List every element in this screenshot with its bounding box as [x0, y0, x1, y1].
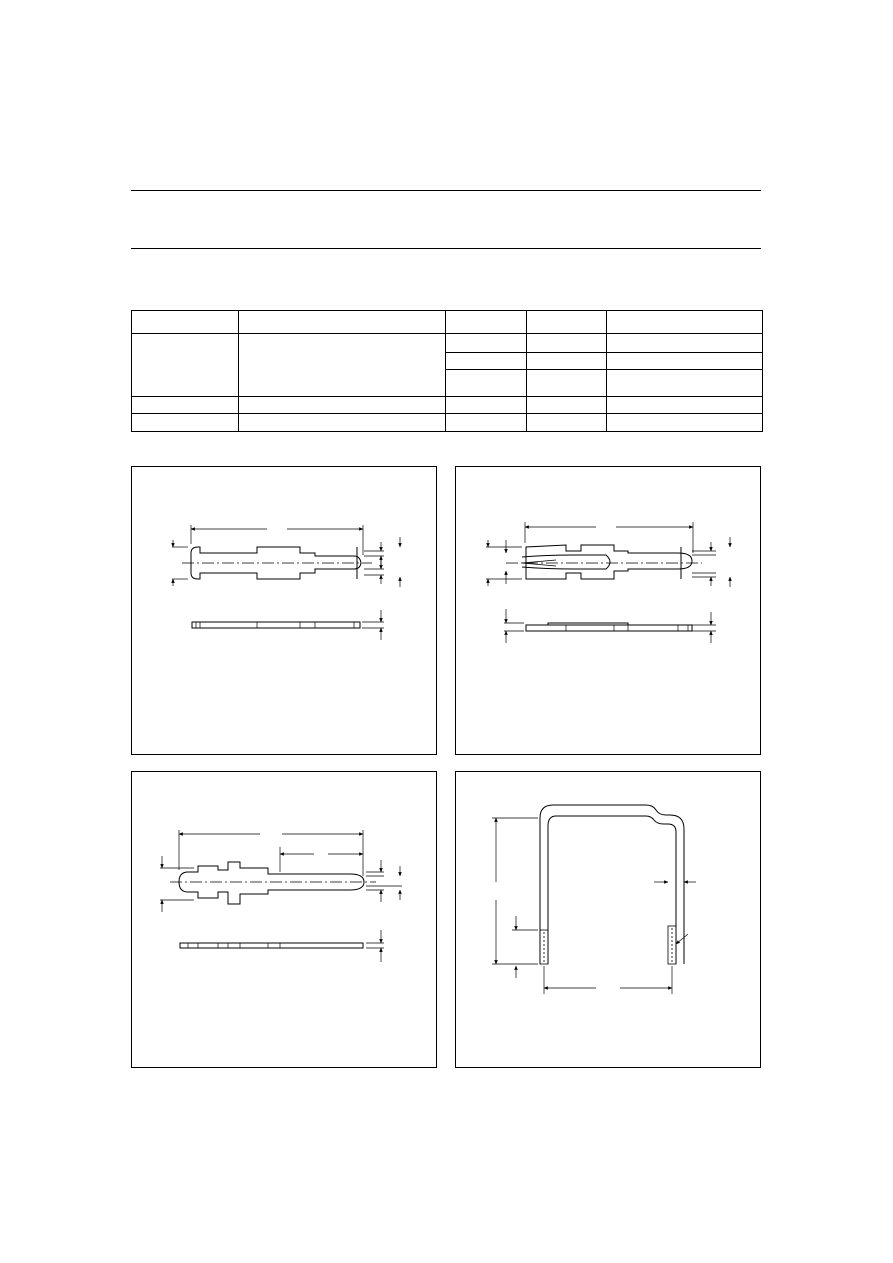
table-cell [607, 370, 763, 397]
table-row [132, 414, 763, 432]
table-cell [446, 370, 527, 397]
terminal-drawing-3 [132, 772, 436, 1067]
table-cell [607, 414, 763, 432]
table-cell [132, 397, 239, 414]
table-cell [239, 414, 446, 432]
table-cell [527, 397, 607, 414]
terminal-outline [191, 547, 361, 579]
table-row [132, 397, 763, 414]
spec-table [131, 310, 763, 432]
terminal-drawing-1 [132, 467, 436, 754]
figure-panel-2 [455, 466, 761, 755]
table-cell [446, 397, 527, 414]
table-cell [239, 334, 446, 397]
table-cell [527, 334, 607, 353]
header-rule-top [131, 190, 761, 191]
wire-outline [540, 805, 684, 964]
wire-link-drawing [456, 772, 760, 1067]
table-cell [607, 334, 763, 353]
terminal-drawing-2 [456, 467, 760, 754]
table-cell [607, 311, 763, 334]
header-rule-bottom [131, 248, 761, 249]
table-cell [527, 311, 607, 334]
terminal-side-view [526, 625, 692, 631]
table-cell [607, 353, 763, 370]
terminal-outline [179, 862, 364, 904]
table-cell [446, 334, 527, 353]
table-cell [446, 353, 527, 370]
table-cell [132, 311, 239, 334]
table-cell [607, 397, 763, 414]
table-cell [527, 370, 607, 397]
table-cell [132, 334, 239, 397]
table-cell [239, 397, 446, 414]
wire-end-left [540, 930, 548, 964]
table-cell [132, 414, 239, 432]
table-row [132, 311, 763, 334]
table-cell [527, 353, 607, 370]
table-cell [446, 414, 527, 432]
table-cell [527, 414, 607, 432]
terminal-outline [526, 545, 692, 579]
table-row [132, 334, 763, 353]
terminal-side-view [180, 943, 363, 948]
figure-panel-1 [131, 466, 437, 755]
terminal-side-view [192, 622, 360, 628]
figure-panel-3 [131, 771, 437, 1068]
figure-panel-4 [455, 771, 761, 1068]
table-cell [446, 311, 527, 334]
table-cell [239, 311, 446, 334]
